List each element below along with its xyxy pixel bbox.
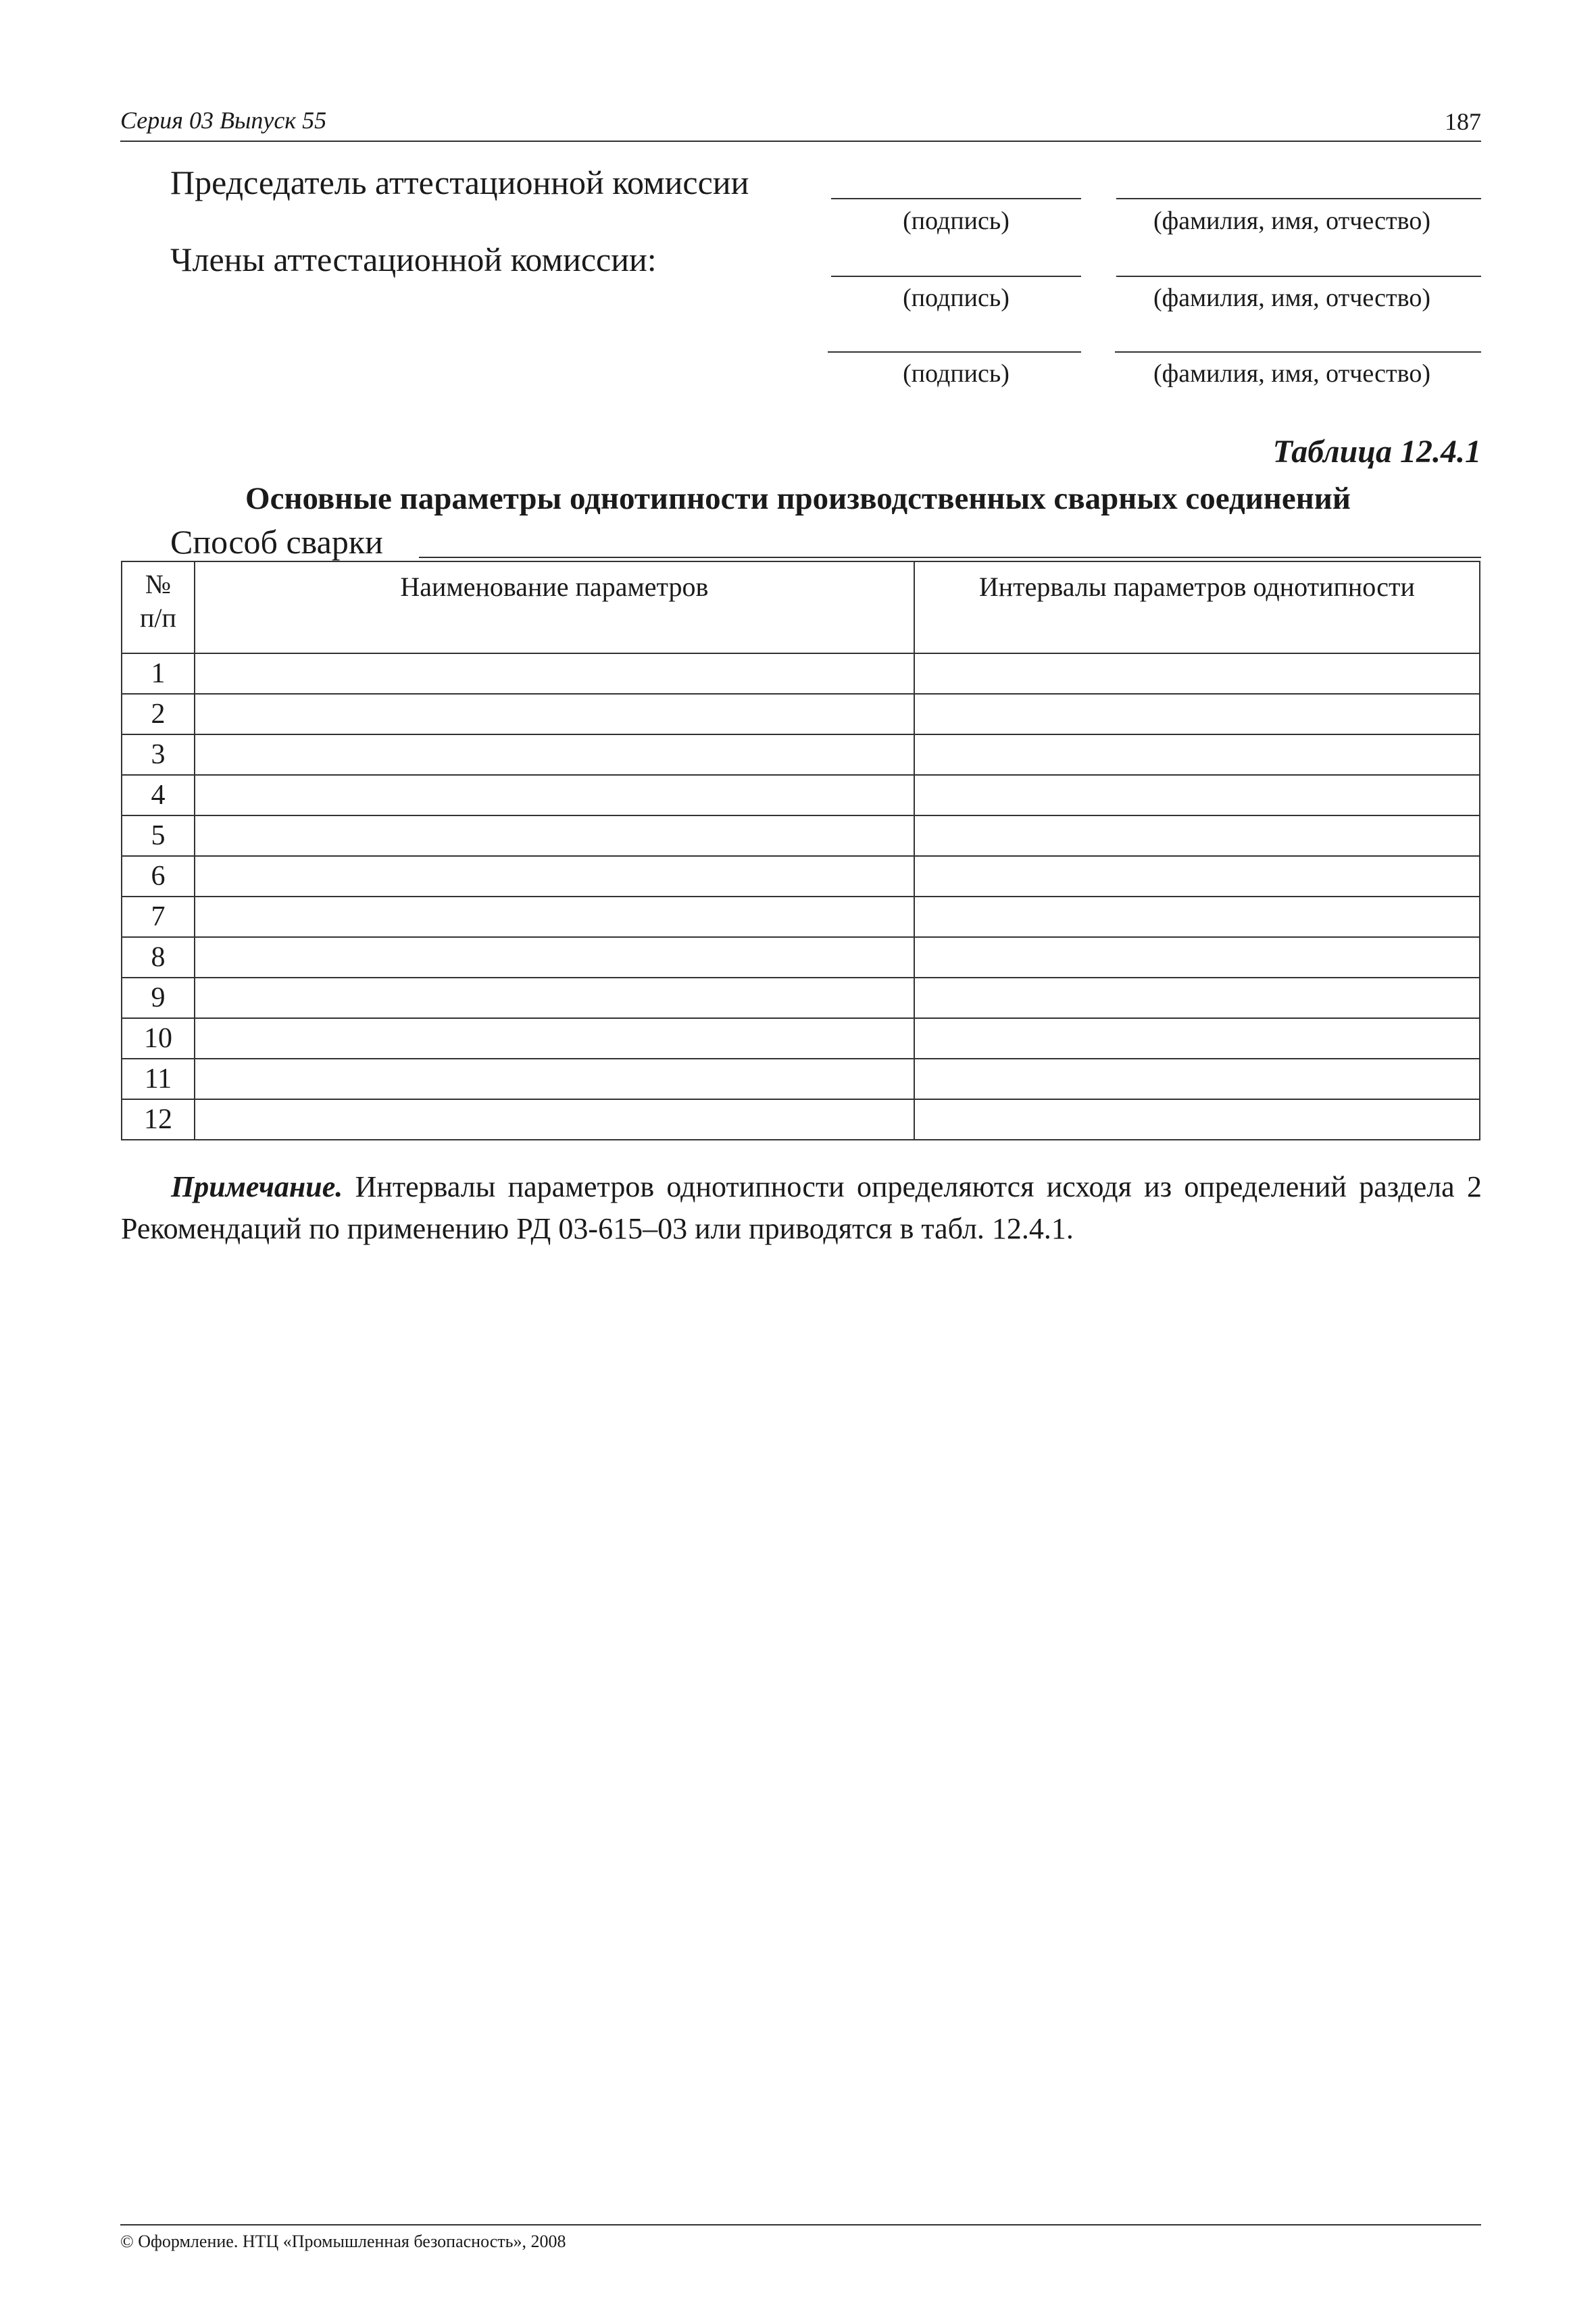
member-1-name-caption: (фамилия, имя, отчество) [1153, 284, 1430, 312]
row-number-cell: 3 [122, 734, 195, 775]
page-number: 187 [1445, 108, 1481, 135]
row-number-cell: 6 [122, 856, 195, 897]
parameter-interval-cell[interactable] [914, 856, 1480, 897]
note-paragraph [121, 1166, 1482, 1250]
row-number-cell: 9 [122, 978, 195, 1018]
table-row [122, 653, 1480, 694]
members-label: Члены аттестационной комиссии: [170, 241, 657, 278]
parameter-name-cell[interactable] [195, 1018, 914, 1059]
table-row [122, 897, 1480, 937]
header-number-abbr: п/п [139, 603, 176, 633]
table-row [122, 1059, 1480, 1099]
table-row [122, 694, 1480, 734]
table-body [122, 653, 1480, 1140]
parameters-table [121, 561, 1480, 1140]
member-2-name-caption: (фамилия, имя, отчество) [1153, 359, 1430, 388]
chairman-signature-line[interactable] [831, 198, 1081, 199]
parameter-name-cell[interactable] [195, 1099, 914, 1140]
parameter-interval-cell[interactable] [914, 734, 1480, 775]
parameter-name-cell[interactable] [195, 815, 914, 856]
parameter-interval-cell[interactable] [914, 1059, 1480, 1099]
chairman-label: Председатель аттестационной комиссии [170, 164, 749, 201]
table-title: Основные параметры однотипности производственных сварных соединений [245, 481, 1351, 516]
welding-method-label: Способ сварки [170, 523, 383, 561]
member-1-signature-line[interactable] [831, 276, 1081, 277]
member-2-name-line[interactable] [1115, 351, 1481, 353]
parameter-name-cell[interactable] [195, 1059, 914, 1099]
parameter-interval-cell[interactable] [914, 978, 1480, 1018]
chairman-name-line[interactable] [1116, 198, 1481, 199]
header-number [122, 561, 195, 653]
parameter-interval-cell[interactable] [914, 653, 1480, 694]
row-number-cell: 12 [122, 1099, 195, 1140]
parameter-name-cell[interactable] [195, 978, 914, 1018]
parameter-interval-cell[interactable] [914, 775, 1480, 815]
member-2-signature-caption: (подпись) [903, 359, 1009, 388]
parameter-name-cell[interactable] [195, 775, 914, 815]
row-number-cell: 1 [122, 653, 195, 694]
note-text: Интервалы параметров однотипности определяются исходя из определений раздела 2 Рекомендаций по применению РД 03-615–03 или приводятся в табл. 12.4.1. [121, 1170, 1482, 1245]
table-row [122, 775, 1480, 815]
parameter-interval-cell[interactable] [914, 815, 1480, 856]
row-number-cell: 2 [122, 694, 195, 734]
parameter-name-cell[interactable] [195, 937, 914, 978]
table-row [122, 937, 1480, 978]
header-intervals: Интервалы параметров однотипности [914, 561, 1480, 653]
row-number-cell: 7 [122, 897, 195, 937]
header-number-sign: № [145, 569, 172, 599]
member-1-name-line[interactable] [1116, 276, 1481, 277]
chairman-signature-caption: (подпись) [903, 207, 1009, 235]
table-reference: Таблица 12.4.1 [1272, 434, 1481, 470]
table-row [122, 815, 1480, 856]
chairman-name-caption: (фамилия, имя, отчество) [1153, 207, 1430, 235]
row-number-cell: 8 [122, 937, 195, 978]
member-1-signature-caption: (подпись) [903, 284, 1009, 312]
footer-copyright: © Оформление. НТЦ «Промышленная безопасность», 2008 [120, 2232, 566, 2251]
row-number-cell: 4 [122, 775, 195, 815]
table-header-row [122, 561, 1480, 653]
parameter-name-cell[interactable] [195, 856, 914, 897]
table-row [122, 856, 1480, 897]
table-row [122, 978, 1480, 1018]
series-header: Серия 03 Выпуск 55 [120, 107, 327, 134]
row-number-cell: 5 [122, 815, 195, 856]
parameter-interval-cell[interactable] [914, 1018, 1480, 1059]
row-number-cell: 10 [122, 1018, 195, 1059]
parameter-name-cell[interactable] [195, 897, 914, 937]
member-2-signature-line[interactable] [828, 351, 1081, 353]
row-number-cell: 11 [122, 1059, 195, 1099]
header-rule [120, 141, 1481, 142]
table-row [122, 734, 1480, 775]
parameter-interval-cell[interactable] [914, 694, 1480, 734]
welding-method-line[interactable] [419, 557, 1481, 558]
table-row [122, 1018, 1480, 1059]
header-parameter-name: Наименование параметров [195, 561, 914, 653]
note-label: Примечание. [171, 1170, 343, 1203]
parameter-interval-cell[interactable] [914, 1099, 1480, 1140]
table-row [122, 1099, 1480, 1140]
parameter-name-cell[interactable] [195, 734, 914, 775]
parameter-interval-cell[interactable] [914, 897, 1480, 937]
parameter-name-cell[interactable] [195, 653, 914, 694]
parameter-name-cell[interactable] [195, 694, 914, 734]
footer-rule [120, 2224, 1481, 2225]
parameter-interval-cell[interactable] [914, 937, 1480, 978]
